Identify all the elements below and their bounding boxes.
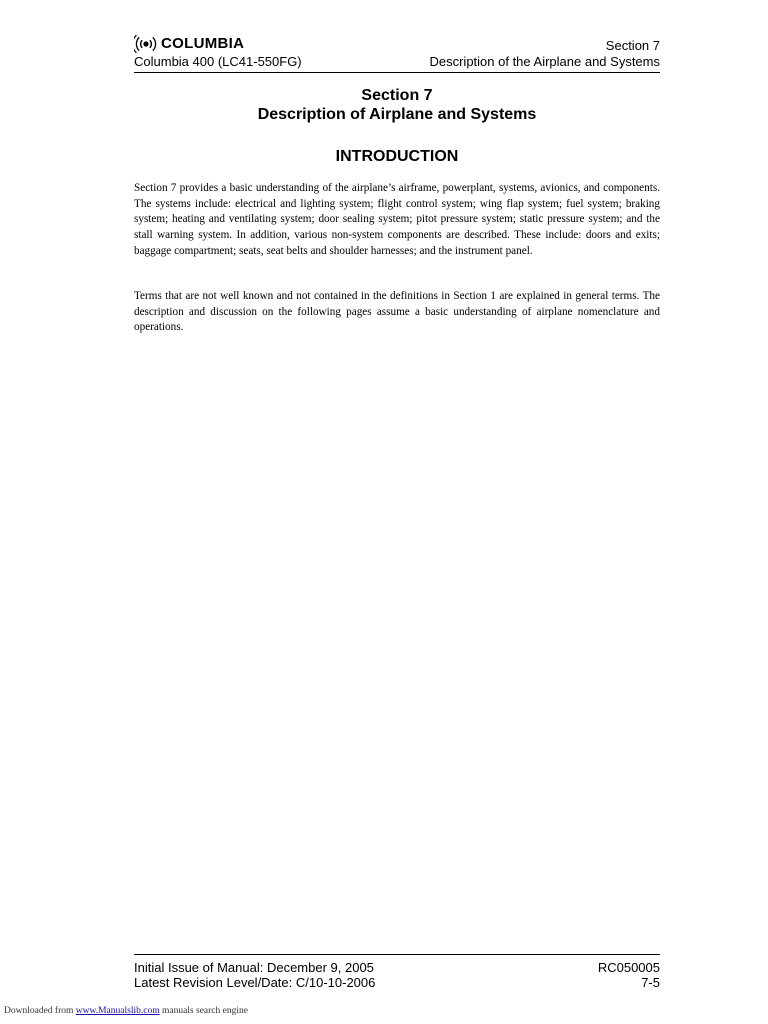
body-paragraph-1: Section 7 provides a basic understanding of the airplane’s airframe, powerplant, systems, avionics, and components. The systems include: electrical and lighting system; flight control system; wing flap system; fuel system; braking system; heating and ventilating system; door sealing system; pitot pressure system; static pressure system; and the stall warning system. In addition, various non-system components are described. These include: doors and exits; baggage compartment; seats, seat belts and shoulder harnesses; and the instrument panel.: [134, 182, 660, 257]
introduction-heading: INTRODUCTION: [335, 148, 459, 165]
logo-wordmark: COLUMBIA: [161, 35, 245, 52]
latest-revision: Latest Revision Level/Date: C/10-10-2006: [134, 975, 376, 990]
page-number: 7-5: [641, 975, 660, 990]
columbia-logo: [134, 34, 244, 54]
radiating-circles-icon: [134, 34, 158, 54]
download-note: [4, 1006, 248, 1016]
title-block: [134, 86, 660, 124]
body-paragraph-2: Terms that are not well known and not contained in the definitions in Section 1 are explained in general terms. The description and discussion on the following pages assume a basic understanding of airplane nomenclature and operations.: [134, 290, 660, 334]
manualslib-link[interactable]: www.Manualslib.com: [75, 1006, 160, 1016]
download-note-prefix: Downloaded from: [4, 1006, 76, 1016]
section-title: Section 7: [361, 87, 433, 104]
header-section-description: Description of the Airplane and Systems: [429, 54, 660, 69]
document-number: RC050005: [597, 960, 660, 975]
header-model: Columbia 400 (LC41-550FG): [134, 54, 302, 69]
header-section: Section 7: [605, 38, 660, 53]
download-note-suffix: manuals search engine: [159, 1006, 248, 1016]
page-header: [134, 32, 660, 73]
page-footer: [134, 954, 660, 991]
section-subtitle: Description of Airplane and Systems: [257, 106, 537, 123]
initial-issue-date: Initial Issue of Manual: December 9, 2005: [134, 960, 374, 975]
